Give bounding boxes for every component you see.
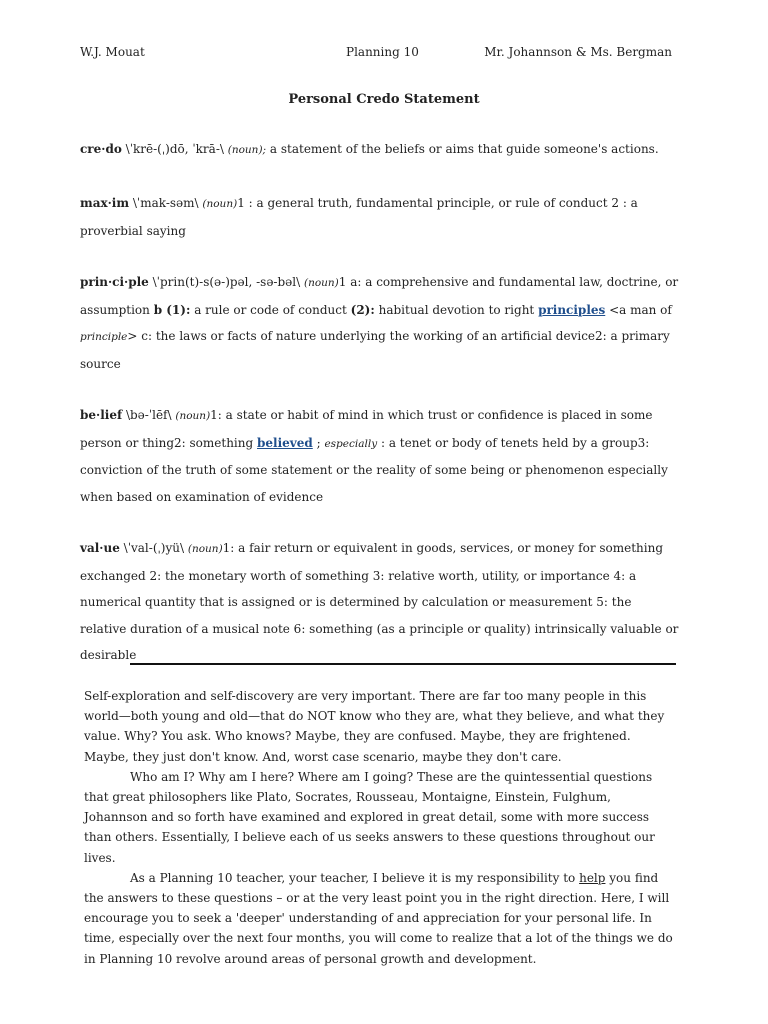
term-definition: 1: a fair return or equivalent in goods, services, or money for something exchanged 2: the monetary worth of something 3: relative worth, utility, or importance 4: a numerical quantity that is assigned or is determined by calculation or measurement 5: the relative duration of a musical note 6: something (as a principle or quality) intrinsically valuable or desirable — [80, 541, 679, 662]
believed-link[interactable]: believed — [257, 435, 313, 450]
term-definition: <a man of — [605, 302, 672, 317]
term-definition: a statement of the beliefs or aims that guide someone's actions. — [266, 142, 659, 156]
term-definition: 1 a: a comprehensive and fundamental law, doctrine, or assumption — [80, 275, 679, 317]
sense-marker: (2): — [350, 302, 375, 317]
sense-marker: b (1): — [153, 302, 191, 317]
term-definition: > c: the laws or facts of nature underlying the working of an artificial device2: a primary source — [80, 329, 670, 371]
qualifier-especially: especially — [324, 437, 378, 450]
term-part-of-speech: (noun) — [187, 543, 223, 555]
underlined-help: help — [579, 870, 606, 885]
essay-paragraph-1: Self-exploration and self-discovery are very important. There are far too many people in this world—both young and old—that do NOT know who they are, what they believe, and what they value. Why? You ask. Who knows? Maybe, they are confused. Maybe, they are frightened. Maybe, they just don't know. And, worst case scenario, maybe they don't care. — [84, 689, 665, 764]
essay-body — [84, 686, 674, 969]
term-definition: : a tenet or body of tenets held by a group3: conviction of the truth of some statement or the reality of some being or phenomenon especially when based on examination of evidence — [80, 435, 668, 504]
term-pronunciation: \ˈval-(ˌ)yü\ — [119, 541, 188, 555]
header-course: Planning 10 — [346, 45, 419, 59]
term-part-of-speech: (noun); — [227, 144, 267, 156]
term-word: cre·do — [80, 142, 122, 156]
term-pronunciation: \ˈprin(t)-s(ə-)pəl, -sə-bəl\ — [148, 275, 304, 289]
term-word: max·im — [80, 196, 130, 210]
definition-principle — [80, 269, 680, 377]
term-definition: 1: a state or habit of mind in which trust or confidence is placed in some person or thing2: something — [80, 408, 653, 450]
header-author: W.J. Mouat — [80, 45, 145, 59]
page-title: Personal Credo Statement — [288, 92, 480, 107]
term-pronunciation: \ˈkrē-(ˌ)dō, ˈkrā-\ — [121, 142, 228, 156]
definition-value — [80, 535, 680, 669]
definition-belief — [80, 402, 680, 510]
term-pronunciation: \bə-ˈlēf\ — [122, 408, 176, 422]
term-part-of-speech: (noun) — [303, 277, 339, 289]
term-part-of-speech: (noun) — [202, 198, 238, 210]
definition-maxim — [80, 190, 680, 244]
term-definition: 1 : a general truth, fundamental principle, or rule of conduct 2 : a proverbial saying — [80, 196, 638, 238]
term-definition: a rule or code of conduct — [190, 302, 351, 317]
paragraph-text: As a Planning 10 teacher, your teacher, I believe it is my responsibility to — [130, 870, 580, 885]
paragraph-text: you find the answers to these questions – or at the very least point you in the right direction. Here, I will encourage you to seek a 'deeper' understanding of and appreciation for your personal life. In time, especially over the next four months, you will come to realize that a lot of the things we do in Planning 10 revolve around areas of personal growth and development. — [84, 870, 673, 966]
term-pronunciation: \ˈmak-səm\ — [129, 196, 203, 210]
term-word: val·ue — [80, 541, 120, 555]
separator: ; — [312, 435, 325, 450]
term-word: be·lief — [80, 408, 123, 422]
term-definition: habitual devotion to right — [374, 302, 539, 317]
essay-paragraph-2: Who am I? Why am I here? Where am I going? These are the quintessential questions that great philosophers like Plato, Socrates, Rousseau, Montaigne, Einstein, Fulghum, Johannson and so forth have examined and explored in great detail, some with more success than others. Essentially, I believe each of us seeks answers to these questions throughout our lives. — [84, 769, 655, 865]
horizontal-divider — [130, 663, 676, 665]
term-word: prin·ci·ple — [80, 275, 149, 289]
example-word: principle — [80, 331, 128, 343]
header-teachers: Mr. Johannson & Ms. Bergman — [484, 45, 672, 59]
definition-credo — [80, 136, 680, 164]
term-part-of-speech: (noun) — [175, 410, 211, 422]
principles-link[interactable]: principles — [538, 302, 606, 317]
essay-paragraph-3 — [84, 868, 674, 969]
